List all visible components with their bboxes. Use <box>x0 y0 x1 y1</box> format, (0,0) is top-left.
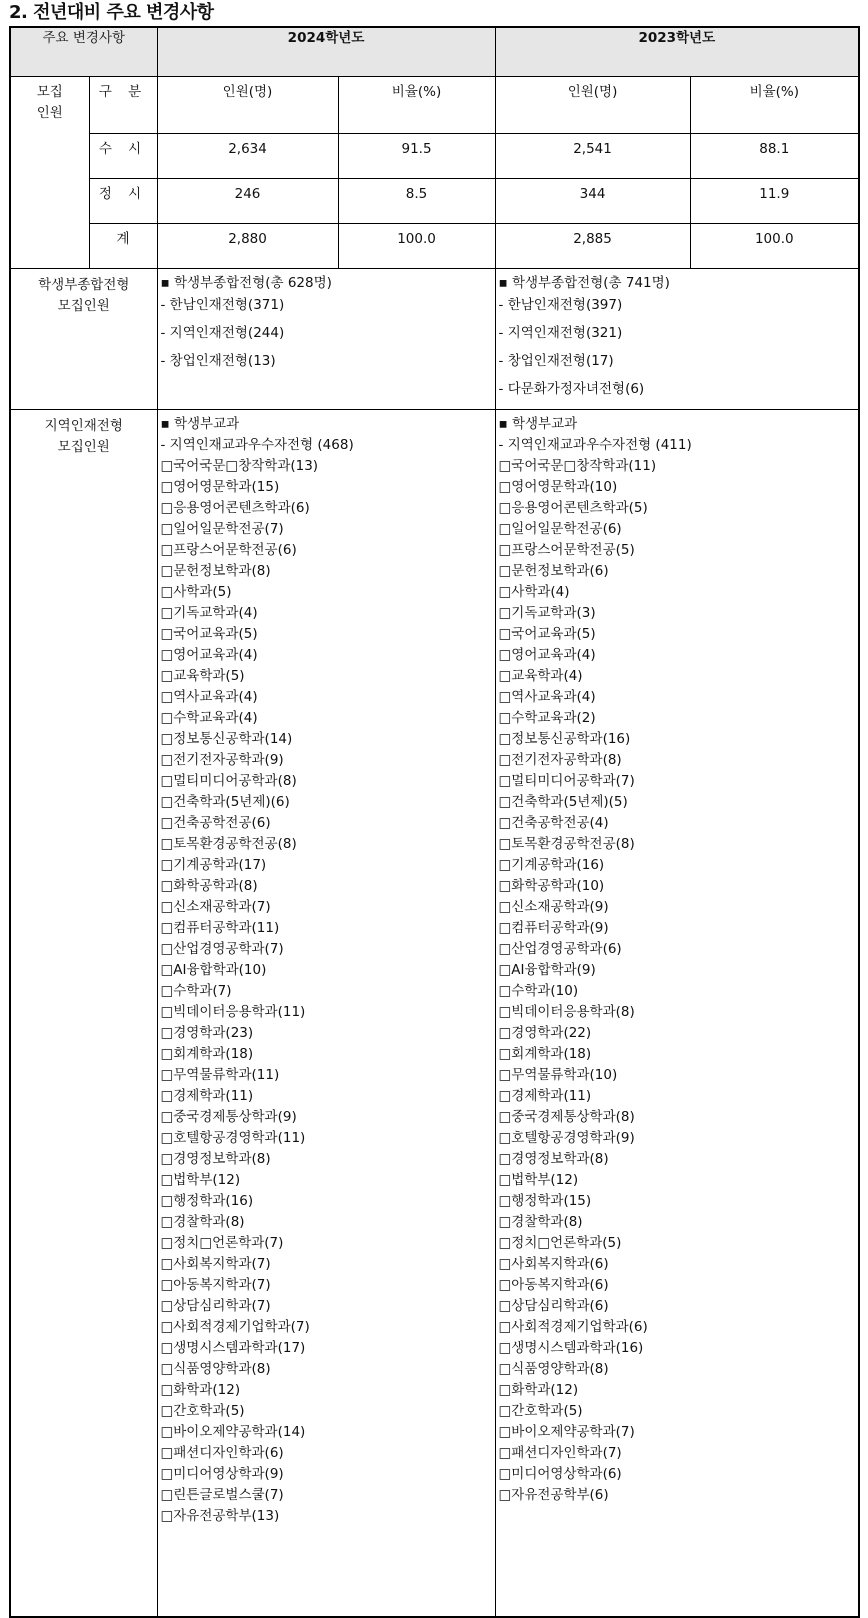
list-item: □응용영어콘텐츠학과(5) <box>498 500 648 516</box>
list-item: □신소재공학과(9) <box>498 899 609 915</box>
list-item: □상담심리학과(7) <box>160 1298 271 1314</box>
ratio-2024-cell: 91.5 <box>338 134 495 179</box>
list-item: □패션디자인학과(6) <box>160 1445 284 1461</box>
list-item: □프랑스어문학전공(5) <box>498 542 635 558</box>
recruitment-label-line1: 모집 <box>36 84 63 100</box>
list-item: □화학공학과(8) <box>160 878 258 894</box>
list-item: □수학교육과(4) <box>160 710 258 726</box>
list-item: □간호학과(5) <box>160 1403 245 1419</box>
list-item: □패션디자인학과(7) <box>498 1445 622 1461</box>
list-item: ▪ 학생부교과 <box>498 416 578 432</box>
list-item: □법학부(12) <box>160 1172 241 1188</box>
list-item: □일어일문학전공(7) <box>160 521 284 537</box>
list-item: □산업경영공학과(6) <box>498 941 622 957</box>
recruitment-header-row <box>10 77 859 134</box>
list-item: □중국경제통상학과(8) <box>498 1109 635 1125</box>
list-item: □경영학과(23) <box>160 1025 254 1041</box>
list-item: □전기전자공학과(9) <box>160 752 284 768</box>
header-year-2023: 2023학년도 <box>495 27 859 77</box>
list-item: □화학공학과(10) <box>498 878 605 894</box>
list-item: - 한남인재전형(397) <box>498 297 623 313</box>
list-item: □멀티미디어공학과(7) <box>498 773 635 789</box>
list-item: □정보통신공학과(16) <box>498 731 631 747</box>
count-header-2023: 인원(명) <box>495 77 690 134</box>
list-item: □경제학과(11) <box>160 1088 254 1104</box>
list-item: □경찰학과(8) <box>498 1214 583 1230</box>
list-item: □정치□언론학과(5) <box>498 1235 622 1251</box>
list-item: □멀티미디어공학과(8) <box>160 773 297 789</box>
list-item: □경영학과(22) <box>498 1025 592 1041</box>
list-item: □사학과(5) <box>160 584 232 600</box>
list-item: □영어교육과(4) <box>498 647 596 663</box>
list-item: □AI융합학과(9) <box>498 962 596 978</box>
list-item: □수학과(10) <box>498 983 579 999</box>
regional-label <box>10 410 157 1618</box>
list-item: □회계학과(18) <box>498 1046 592 1062</box>
header-changes-label: 주요 변경사항 <box>10 27 157 77</box>
ratio-2023-cell: 100.0 <box>690 224 859 269</box>
ratio-header-2023: 비율(%) <box>690 77 859 134</box>
list-item: □정치□언론학과(7) <box>160 1235 284 1251</box>
list-item: □국어교육과(5) <box>160 626 258 642</box>
list-item: □행정학과(16) <box>160 1193 254 1209</box>
list-item: □행정학과(15) <box>498 1193 592 1209</box>
list-item: □사회적경제기업학과(7) <box>160 1319 310 1335</box>
list-item: - 지역인재교과우수자전형 (468) <box>160 437 354 453</box>
list-item: □국어국문□창작학과(11) <box>498 458 657 474</box>
count-2023-cell: 2,541 <box>495 134 690 179</box>
ratio-header-2024: 비율(%) <box>338 77 495 134</box>
list-item: □역사교육과(4) <box>498 689 596 705</box>
list-item: □컴퓨터공학과(9) <box>498 920 609 936</box>
list-item: □빅데이터응용학과(8) <box>498 1004 635 1020</box>
ratio-2024-cell: 8.5 <box>338 179 495 224</box>
list-item: □중국경제통상학과(9) <box>160 1109 297 1125</box>
list-item: □무역물류학과(11) <box>160 1067 280 1083</box>
regional-label-line2: 모집인원 <box>57 439 110 455</box>
list-item: □법학부(12) <box>498 1172 579 1188</box>
list-item: □영어영문학과(15) <box>160 479 280 495</box>
list-item: □경영정보학과(8) <box>498 1151 609 1167</box>
page-title: 2. 전년대비 주요 변경사항 <box>9 2 214 23</box>
table-row <box>10 224 859 269</box>
regional-list-2024 <box>157 410 495 1618</box>
category-header: 구 분 <box>89 77 157 134</box>
list-item: □교육학과(5) <box>160 668 245 684</box>
ratio-2023-cell: 88.1 <box>690 134 859 179</box>
list-item: □호텔항공경영학과(9) <box>498 1130 635 1146</box>
list-item: □상담심리학과(6) <box>498 1298 609 1314</box>
list-item: - 다문화가정자녀전형(6) <box>498 381 645 397</box>
list-item: □AI융합학과(10) <box>160 962 267 978</box>
list-item: □사학과(4) <box>498 584 570 600</box>
list-item: □사회복지학과(6) <box>498 1256 609 1272</box>
category-cell: 계 <box>89 224 157 269</box>
comprehensive-list-2023 <box>495 269 859 410</box>
list-item: □교육학과(4) <box>498 668 583 684</box>
list-item: □회계학과(18) <box>160 1046 254 1062</box>
list-item: □문헌정보학과(6) <box>498 563 609 579</box>
list-item: - 창업인재전형(17) <box>498 353 614 369</box>
list-item: □생명시스템과학과(16) <box>498 1340 644 1356</box>
list-item: □호텔항공경영학과(11) <box>160 1130 306 1146</box>
list-item: □문헌정보학과(8) <box>160 563 271 579</box>
table-row <box>10 134 859 179</box>
list-item: □경찰학과(8) <box>160 1214 245 1230</box>
list-item: □건축공학전공(6) <box>160 815 271 831</box>
list-item: □아동복지학과(7) <box>160 1277 271 1293</box>
list-item: □건축학과(5년제)(5) <box>498 794 628 810</box>
list-item: □건축공학전공(4) <box>498 815 609 831</box>
list-item: □식품영양학과(8) <box>160 1361 271 1377</box>
list-item: - 지역인재교과우수자전형 (411) <box>498 437 692 453</box>
count-header-2024: 인원(명) <box>157 77 338 134</box>
list-item: □미디어영상학과(6) <box>498 1466 622 1482</box>
list-item: □건축학과(5년제)(6) <box>160 794 290 810</box>
recruitment-label-line2: 인원 <box>36 105 63 121</box>
list-item: □정보통신공학과(14) <box>160 731 293 747</box>
list-item: □컴퓨터공학과(11) <box>160 920 280 936</box>
list-item: □신소재공학과(7) <box>160 899 271 915</box>
header-year-2024: 2024학년도 <box>157 27 495 77</box>
list-item: - 지역인재전형(244) <box>160 325 285 341</box>
count-2024-cell: 2,880 <box>157 224 338 269</box>
list-item: ▪ 학생부종합전형(총 628명) <box>160 275 332 291</box>
list-item: □무역물류학과(10) <box>498 1067 618 1083</box>
list-item: - 지역인재전형(321) <box>498 325 623 341</box>
list-item: □린튼글로벌스쿨(7) <box>160 1487 284 1503</box>
list-item: □국어국문□창작학과(13) <box>160 458 319 474</box>
list-item: ▪ 학생부종합전형(총 741명) <box>498 275 670 291</box>
changes-table <box>9 26 860 1618</box>
list-item: □영어영문학과(10) <box>498 479 618 495</box>
list-item: □기계공학과(17) <box>160 857 267 873</box>
comprehensive-label <box>10 269 157 410</box>
regional-list-2023 <box>495 410 859 1618</box>
list-item: □바이오제약공학과(14) <box>160 1424 306 1440</box>
category-cell: 수 시 <box>89 134 157 179</box>
list-item: □기계공학과(16) <box>498 857 605 873</box>
ratio-2024-cell: 100.0 <box>338 224 495 269</box>
list-item: □기독교학과(3) <box>498 605 596 621</box>
list-item: □응용영어콘텐츠학과(6) <box>160 500 310 516</box>
category-cell: 정 시 <box>89 179 157 224</box>
table-row <box>10 179 859 224</box>
list-item: □간호학과(5) <box>498 1403 583 1419</box>
list-item: □기독교학과(4) <box>160 605 258 621</box>
list-item: □경제학과(11) <box>498 1088 592 1104</box>
count-2024-cell: 246 <box>157 179 338 224</box>
list-item: □자유전공학부(6) <box>498 1487 609 1503</box>
comprehensive-row <box>10 269 859 410</box>
ratio-2023-cell: 11.9 <box>690 179 859 224</box>
count-2023-cell: 2,885 <box>495 224 690 269</box>
list-item: □일어일문학전공(6) <box>498 521 622 537</box>
list-item: □식품영양학과(8) <box>498 1361 609 1377</box>
list-item: □바이오제약공학과(7) <box>498 1424 635 1440</box>
comprehensive-label-line1: 학생부종합전형 <box>38 277 130 293</box>
list-item: □사회적경제기업학과(6) <box>498 1319 648 1335</box>
list-item: □수학과(7) <box>160 983 232 999</box>
count-2024-cell: 2,634 <box>157 134 338 179</box>
list-item: □화학과(12) <box>498 1382 579 1398</box>
list-item: □사회복지학과(7) <box>160 1256 271 1272</box>
list-item: □미디어영상학과(9) <box>160 1466 284 1482</box>
list-item: □경영정보학과(8) <box>160 1151 271 1167</box>
regional-label-line1: 지역인재전형 <box>44 418 123 434</box>
list-item: □빅데이터응용학과(11) <box>160 1004 306 1020</box>
recruitment-row-label <box>10 77 89 269</box>
list-item: □생명시스템과학과(17) <box>160 1340 306 1356</box>
list-item: □전기전자공학과(8) <box>498 752 622 768</box>
list-item: □산업경영공학과(7) <box>160 941 284 957</box>
count-2023-cell: 344 <box>495 179 690 224</box>
list-item: □수학교육과(2) <box>498 710 596 726</box>
list-item: - 창업인재전형(13) <box>160 353 276 369</box>
list-item: □화학과(12) <box>160 1382 241 1398</box>
list-item: □아동복지학과(6) <box>498 1277 609 1293</box>
comprehensive-list-2024 <box>157 269 495 410</box>
regional-row <box>10 410 859 1618</box>
list-item: □자유전공학부(13) <box>160 1508 280 1524</box>
list-item: □영어교육과(4) <box>160 647 258 663</box>
list-item: □토목환경공학전공(8) <box>498 836 635 852</box>
list-item: □역사교육과(4) <box>160 689 258 705</box>
list-item: □토목환경공학전공(8) <box>160 836 297 852</box>
list-item: - 한남인재전형(371) <box>160 297 285 313</box>
table-header-row <box>10 27 859 77</box>
list-item: □프랑스어문학전공(6) <box>160 542 297 558</box>
list-item: ▪ 학생부교과 <box>160 416 240 432</box>
list-item: □국어교육과(5) <box>498 626 596 642</box>
comprehensive-label-line2: 모집인원 <box>57 298 110 314</box>
